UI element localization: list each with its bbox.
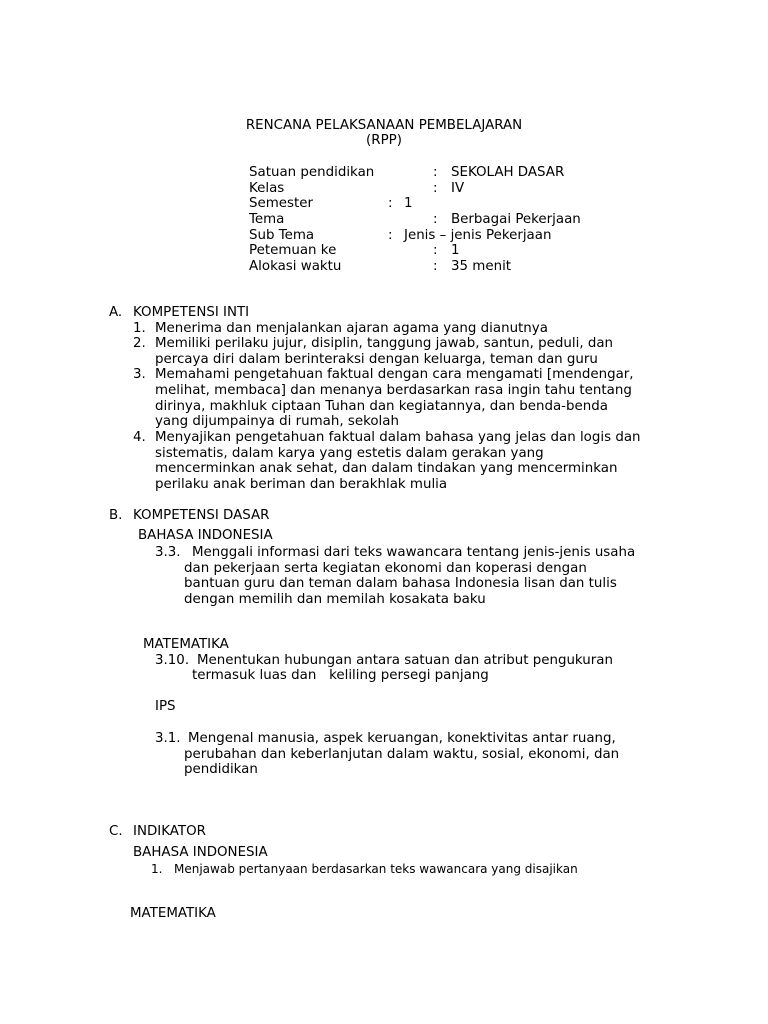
list-line: Menjawab pertanyaan berdasarkan teks wawancara yang disajikan bbox=[174, 862, 578, 876]
identity-colon: : bbox=[433, 259, 438, 274]
subject-heading: BAHASA INDONESIA bbox=[138, 528, 273, 543]
identity-value: 1 bbox=[404, 196, 413, 211]
competency-line: dan pekerjaan serta kegiatan ekonomi dan koperasi dengan bbox=[184, 561, 587, 576]
identity-label: Alokasi waktu bbox=[249, 259, 342, 274]
doc-title: RENCANA PELAKSANAAN PEMBELAJARAN bbox=[245, 118, 523, 133]
identity-value: Berbagai Pekerjaan bbox=[451, 212, 581, 227]
identity-colon: : bbox=[433, 243, 438, 258]
list-line: Memahami pengetahuan faktual dengan cara mengamati [mendengar, bbox=[155, 367, 634, 382]
list-line: Memiliki perilaku jujur, disiplin, tanggung jawab, santun, peduli, dan bbox=[155, 336, 614, 351]
identity-colon: : bbox=[388, 196, 393, 211]
identity-value: Jenis – jenis Pekerjaan bbox=[404, 228, 552, 243]
identity-value: SEKOLAH DASAR bbox=[451, 165, 565, 180]
list-line: perilaku anak beriman dan berakhlak mulia bbox=[155, 477, 448, 492]
section-marker: A. bbox=[109, 305, 123, 320]
competency-line: bantuan guru dan teman dalam bahasa Indonesia lisan dan tulis bbox=[184, 576, 617, 591]
subject-heading: IPS bbox=[155, 699, 176, 714]
section-marker: C. bbox=[109, 824, 123, 839]
list-line: Menyajikan pengetahuan faktual dalam bahasa yang jelas dan logis dan bbox=[155, 430, 641, 445]
section-heading: KOMPETENSI DASAR bbox=[133, 508, 270, 523]
competency-line: termasuk luas dan keliling persegi panjang bbox=[192, 668, 489, 683]
list-number: 2. bbox=[133, 336, 146, 351]
identity-value: IV bbox=[451, 181, 465, 196]
competency-line: perubahan dan keberlanjutan dalam waktu, sosial, ekonomi, dan bbox=[184, 747, 620, 762]
subject-heading: BAHASA INDONESIA bbox=[133, 845, 268, 860]
identity-label: Petemuan ke bbox=[249, 243, 337, 258]
identity-colon: : bbox=[433, 165, 438, 180]
identity-label: Satuan pendidikan bbox=[249, 165, 375, 180]
list-line: melihat, membaca] dan menanya berdasarkan rasa ingin tahu tentang bbox=[155, 383, 632, 398]
identity-colon: : bbox=[433, 181, 438, 196]
list-number: 1. bbox=[133, 321, 146, 336]
competency-number: 3.1. bbox=[155, 731, 181, 746]
competency-number: 3.3. bbox=[155, 545, 181, 560]
competency-line: Menentukan hubungan antara satuan dan atribut pengukuran bbox=[197, 653, 613, 668]
list-line: Menerima dan menjalankan ajaran agama yang dianutnya bbox=[155, 321, 548, 336]
section-heading: INDIKATOR bbox=[133, 824, 206, 839]
doc-subtitle: (RPP) bbox=[366, 133, 402, 148]
identity-value: 1 bbox=[451, 243, 460, 258]
competency-line: pendidikan bbox=[184, 762, 258, 777]
section-heading: KOMPETENSI INTI bbox=[133, 305, 250, 320]
list-number: 4. bbox=[133, 430, 146, 445]
identity-label: Tema bbox=[249, 212, 285, 227]
list-number: 1. bbox=[151, 862, 163, 876]
competency-line: Mengenal manusia, aspek keruangan, konektivitas antar ruang, bbox=[188, 731, 616, 746]
list-line: percaya diri dalam berinteraksi dengan keluarga, teman dan guru bbox=[155, 352, 598, 367]
identity-colon: : bbox=[433, 212, 438, 227]
identity-label: Kelas bbox=[249, 181, 285, 196]
subject-heading: MATEMATIKA bbox=[130, 906, 216, 921]
identity-value: 35 menit bbox=[451, 259, 512, 274]
list-number: 3. bbox=[133, 367, 146, 382]
subject-heading: MATEMATIKA bbox=[143, 637, 229, 652]
competency-number: 3.10. bbox=[155, 653, 190, 668]
section-marker: B. bbox=[109, 508, 123, 523]
list-line: mencerminkan anak sehat, dan dalam tindakan yang mencerminkan bbox=[155, 461, 618, 476]
competency-line: dengan memilih dan memilah kosakata baku bbox=[184, 592, 486, 607]
list-line: yang dijumpainya di rumah, sekolah bbox=[155, 414, 399, 429]
identity-colon: : bbox=[388, 228, 393, 243]
list-line: sistematis, dalam karya yang estetis dalam gerakan yang bbox=[155, 446, 544, 461]
identity-label: Sub Tema bbox=[249, 228, 315, 243]
list-line: dirinya, makhluk ciptaan Tuhan dan kegiatannya, dan benda-benda bbox=[155, 399, 608, 414]
identity-label: Semester bbox=[249, 196, 313, 211]
competency-line: Menggali informasi dari teks wawancara tentang jenis-jenis usaha bbox=[192, 545, 636, 560]
